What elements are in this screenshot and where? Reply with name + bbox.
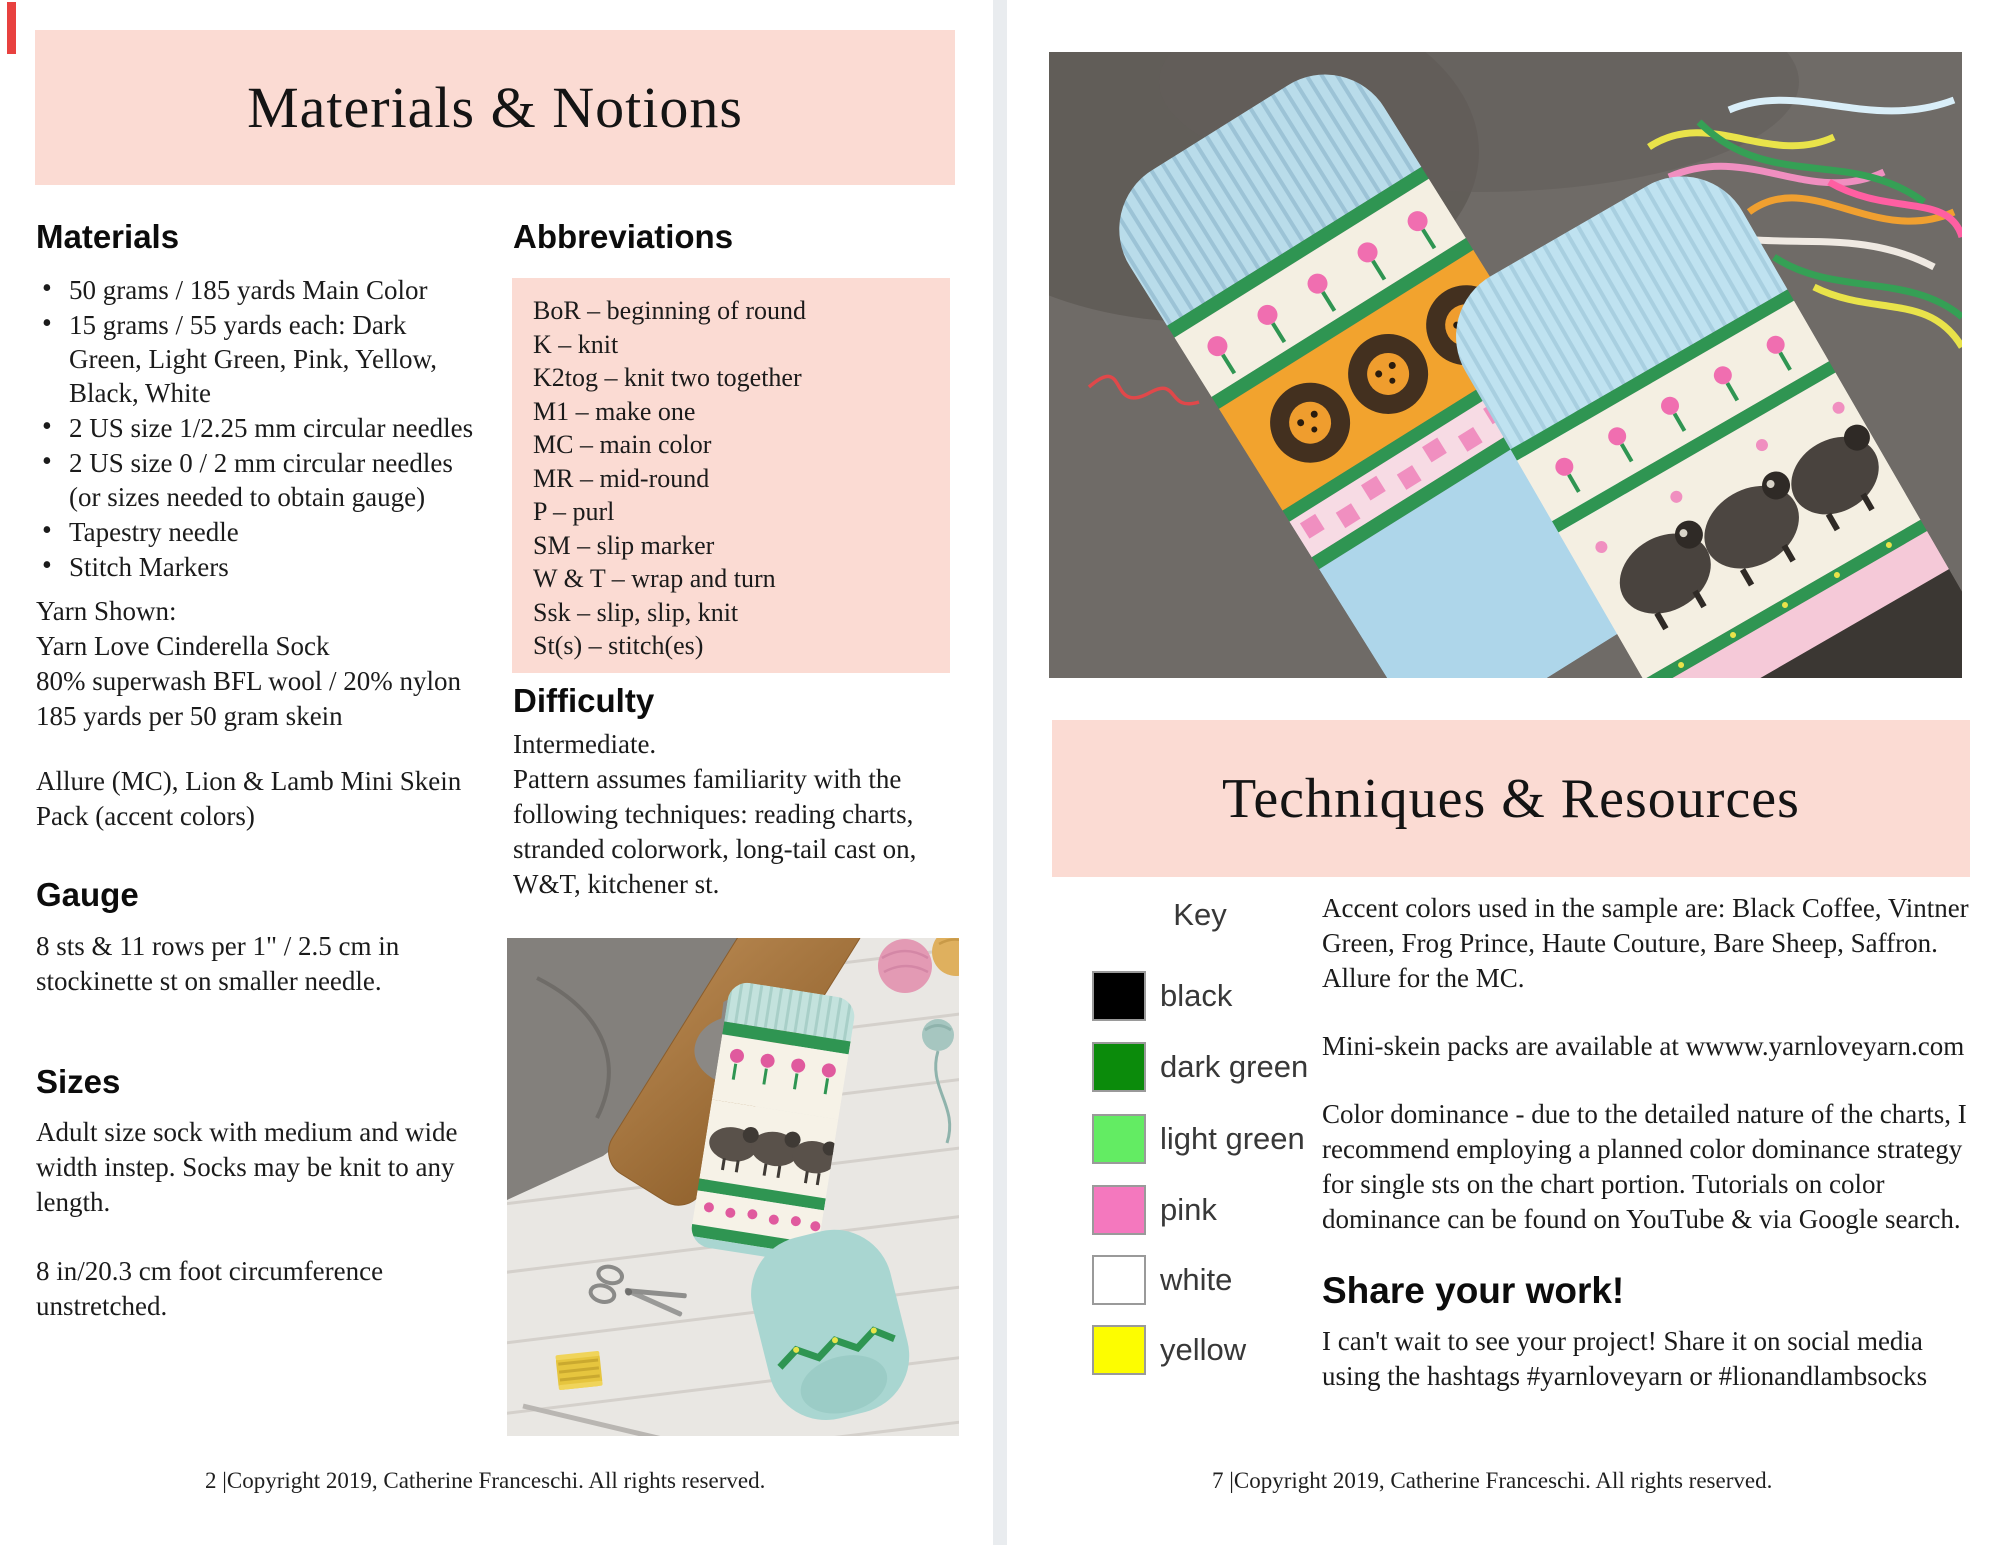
swatch-label: light green [1160, 1121, 1305, 1156]
sizes-text: Adult size sock with medium and wide width instep. Socks may be knit to any length. [36, 1117, 458, 1217]
share-your-work-text: I can't wait to see your project! Share it on social media using the hashtags #yarnloveyarn or #lionandlambsocks [1322, 1326, 1928, 1391]
abbreviations-heading: Abbreviations [513, 218, 734, 255]
abbreviation: MR – mid-round [533, 463, 710, 493]
difficulty-level: Intermediate. [513, 729, 657, 759]
color-swatch-light-green [1092, 1114, 1146, 1164]
difficulty-heading: Difficulty [513, 682, 655, 719]
yarn-pack-text: Allure (MC), Lion & Lamb Mini Skein Pack (accent colors) [36, 766, 462, 831]
abbreviation: MC – main color [533, 430, 712, 459]
abbreviation: K – knit [533, 329, 619, 359]
gauge-heading: Gauge [36, 876, 139, 913]
color-swatch-white [1092, 1255, 1146, 1305]
socks-photo [1049, 52, 1962, 678]
key-entry [1092, 1042, 1308, 1092]
page-divider [993, 0, 1007, 1545]
difficulty-text: Pattern assumes familiarity with the following techniques: reading charts, stranded colorwork, long-tail cast on, W&T, kitchener st. [513, 764, 917, 899]
swatch-label: white [1160, 1262, 1233, 1297]
abbreviation: K2tog – knit two together [533, 363, 802, 392]
foot-circumference-text: 8 in/20.3 cm foot circumference unstretched. [36, 1256, 384, 1321]
key-entry [1092, 971, 1232, 1021]
swatch-label: pink [1160, 1192, 1217, 1227]
page-title-left: Materials & Notions [247, 75, 743, 140]
color-swatch-dark-green [1092, 1042, 1146, 1092]
list-item: • 50 grams / 185 yards Main Color [36, 273, 474, 307]
page-title-right: Techniques & Resources [1222, 767, 1800, 830]
materials-list [36, 273, 486, 585]
key-entry [1092, 1325, 1246, 1375]
thread-spool [555, 1351, 602, 1390]
techniques-resources-banner [1052, 720, 1970, 877]
key-entry [1092, 1114, 1305, 1164]
yarn-shown-line: 80% superwash BFL wool / 20% nylon [36, 666, 461, 696]
swatch-label: yellow [1160, 1332, 1247, 1367]
swatch-label: black [1160, 978, 1233, 1013]
share-your-work-heading: Share your work! [1322, 1270, 1625, 1311]
color-swatch-black [1092, 971, 1146, 1021]
swatch-label: dark green [1160, 1049, 1309, 1084]
abbreviation: Ssk – slip, slip, knit [533, 597, 739, 627]
page-footer-right: 7 |Copyright 2019, Catherine Franceschi. All rights reserved. [1212, 1468, 1773, 1493]
gauge-text: 8 sts & 11 rows per 1" / 2.5 cm in stockinette st on smaller needle. [36, 931, 400, 996]
techniques-text-column [1322, 891, 1970, 1427]
color-swatch-yellow [1092, 1325, 1146, 1375]
color-dominance-text: Color dominance - due to the detailed nature of the charts, I recommend employing a planned color dominance strategy for single sts on the chart portion. Tutorials on color dominance can be found on YouTube & via Google search. [1322, 1099, 1967, 1234]
abbreviation: St(s) – stitch(es) [533, 631, 704, 660]
abbreviation: SM – slip marker [533, 530, 715, 560]
color-swatch-pink [1092, 1185, 1146, 1235]
list-item: • Tapestry needle [36, 515, 474, 549]
list-item: • 2 US size 0 / 2 mm circular needles (or sizes needed to obtain gauge) [36, 446, 474, 514]
miniskein-text: Mini-skein packs are available at wwww.yarnloveyarn.com [1322, 1031, 1965, 1061]
materials-heading: Materials [36, 218, 180, 255]
accent-colors-text: Accent colors used in the sample are: Black Coffee, Vintner Green, Frog Prince, Haute Couture, Bare Sheep, Saffron. Allure for the MC. [1322, 893, 1969, 993]
abbreviations-box [512, 278, 950, 673]
yarn-shown-line: 185 yards per 50 gram skein [36, 701, 343, 731]
yarn-shown-line: Yarn Shown: [36, 596, 177, 626]
yarn-shown-block [36, 594, 476, 734]
list-item: • 15 grams / 55 yards each: Dark Green, Light Green, Pink, Yellow, Black, White [36, 308, 474, 410]
materials-notions-banner [35, 30, 955, 185]
abbreviation: M1 – make one [533, 396, 696, 426]
sock-photo [507, 938, 959, 1436]
page-footer-left: 2 |Copyright 2019, Catherine Franceschi. All rights reserved. [205, 1468, 766, 1493]
list-item: • Stitch Markers [36, 550, 474, 584]
sizes-heading: Sizes [36, 1063, 121, 1100]
key-entry [1092, 1185, 1217, 1235]
abbreviation: W & T – wrap and turn [533, 564, 776, 593]
list-item: • 2 US size 1/2.25 mm circular needles [36, 411, 474, 445]
abbreviation: P – purl [533, 497, 615, 526]
key-entry [1092, 1255, 1232, 1305]
key-heading: Key [1173, 897, 1227, 932]
red-edge-mark [7, 2, 16, 54]
abbreviation: BoR – beginning of round [533, 296, 806, 325]
yarn-shown-line: Yarn Love Cinderella Sock [36, 631, 330, 661]
